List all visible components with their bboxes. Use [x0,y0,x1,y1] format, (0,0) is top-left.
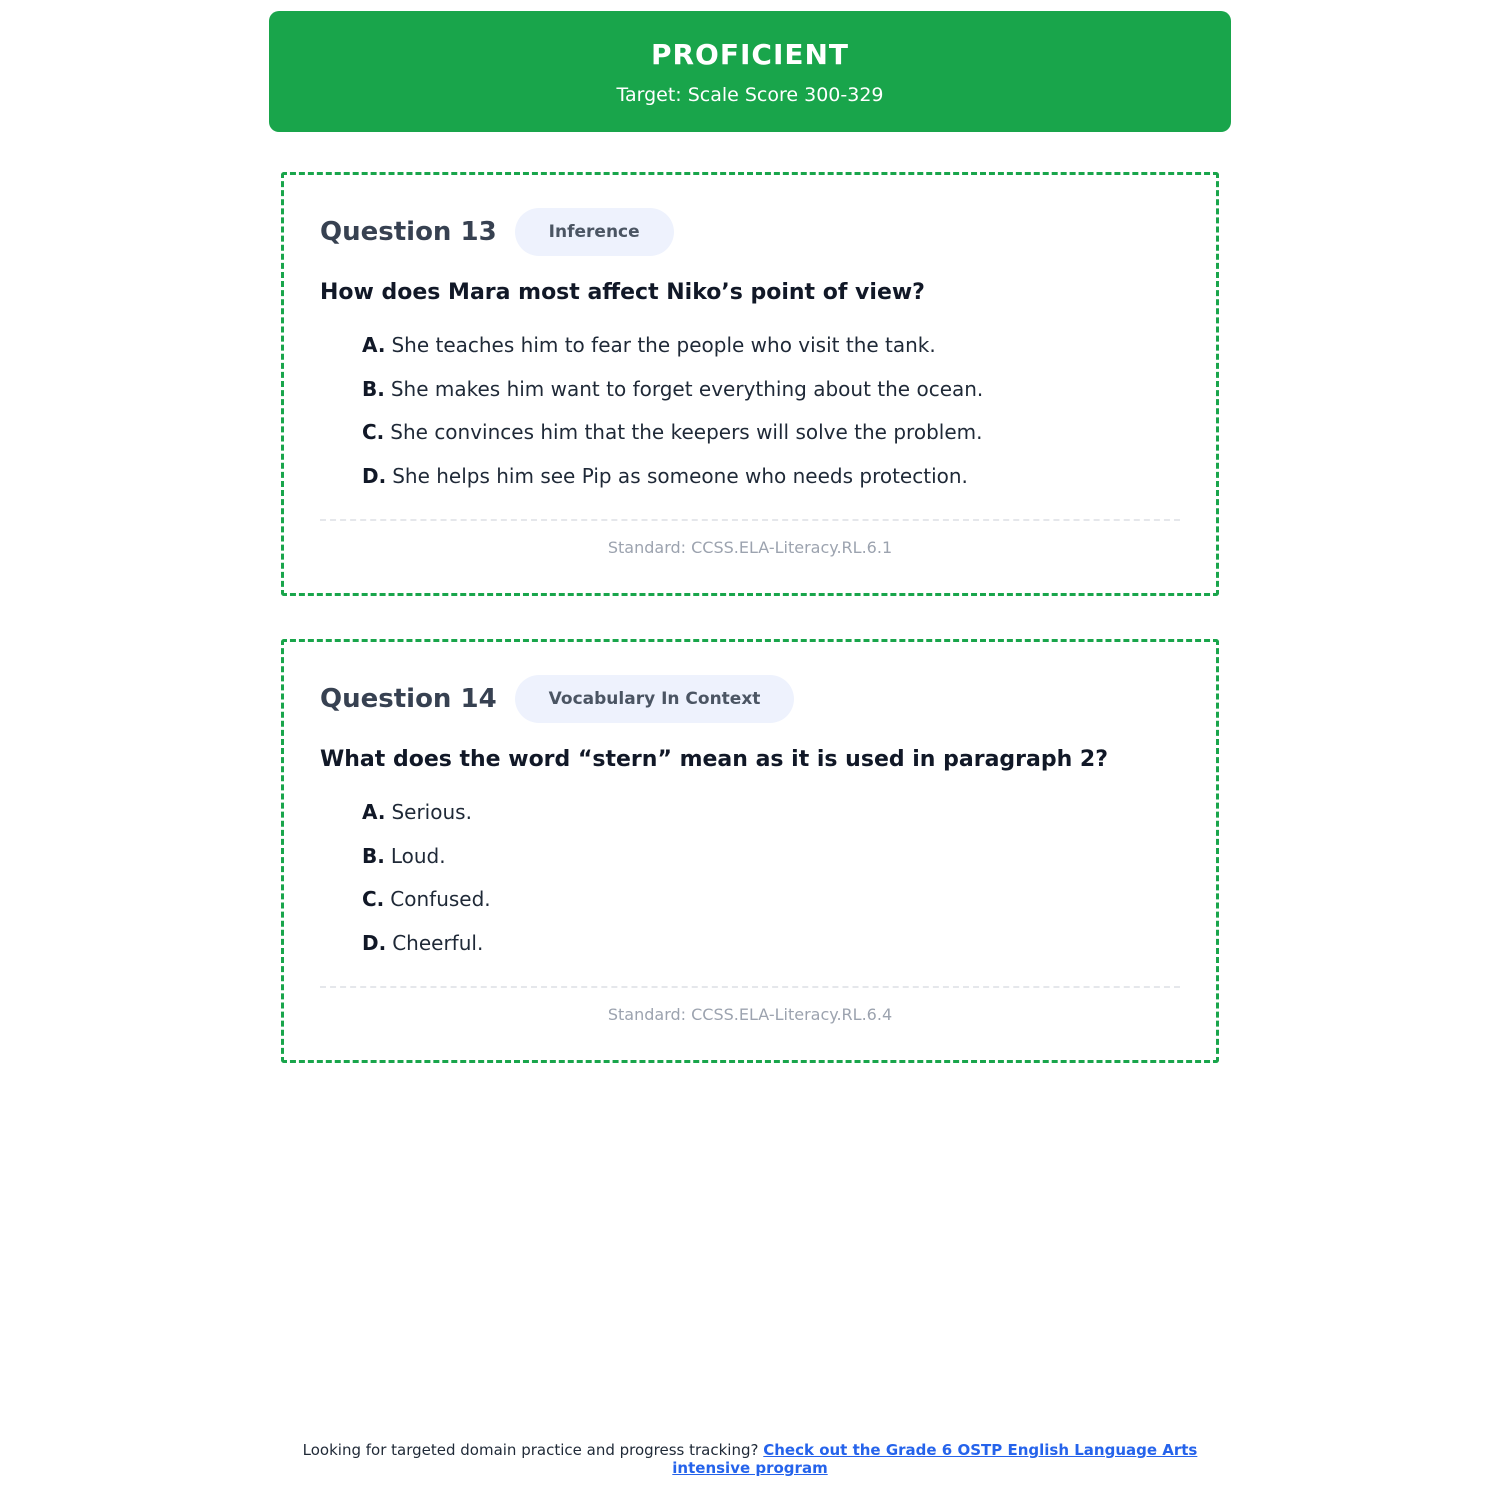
option-letter: C. [362,420,385,445]
option-text: She makes him want to forget everything about the ocean. [390,376,984,401]
answer-option[interactable] [362,462,983,506]
program-link[interactable]: Check out the Grade 6 OSTP English Language Arts intensive program [672,1441,1198,1477]
footer-promo [280,1441,1220,1477]
question-header [320,674,794,724]
question-number: Question 13 [320,217,497,247]
level-banner [269,11,1231,132]
answer-option[interactable] [362,331,983,375]
option-text: Confused. [390,887,491,912]
footer-text: Looking for targeted domain practice and progress tracking? [302,1441,759,1459]
option-text: Serious. [391,800,472,824]
option-text: She helps him see Pip as someone who needs protection. [392,463,968,488]
standard-label: Standard: CCSS.ELA-Literacy.RL.6.1 [607,538,893,557]
option-letter: D. [362,463,387,488]
option-letter: A. [362,333,386,357]
answer-option[interactable] [362,929,491,973]
option-letter: B. [362,843,385,868]
question-card [281,639,1219,1063]
answer-options [362,798,491,972]
standard-label: Standard: CCSS.ELA-Literacy.RL.6.4 [607,1005,893,1024]
answer-options [362,331,983,505]
skill-badge: Inference [515,208,674,256]
question-card [281,172,1219,596]
answer-option[interactable] [362,418,983,462]
skill-badge: Vocabulary In Context [515,675,795,723]
question-number: Question 14 [320,684,497,714]
option-letter: C. [362,887,385,912]
divider [320,519,1180,521]
option-text: She convinces him that the keepers will solve the problem. [390,420,983,445]
option-letter: D. [362,930,387,955]
answer-option[interactable] [362,842,491,886]
divider [320,986,1180,988]
level-title: PROFICIENT [650,38,850,71]
option-text: Loud. [390,843,446,868]
option-letter: A. [362,800,386,824]
question-prompt: What does the word “stern” mean as it is used in paragraph 2? [320,747,1109,772]
option-text: Cheerful. [392,930,484,955]
question-prompt: How does Mara most affect Niko’s point of view? [320,280,925,305]
answer-option[interactable] [362,798,491,842]
target-score: Target: Scale Score 300-329 [616,83,884,106]
question-header [320,207,674,257]
option-letter: B. [362,376,385,401]
answer-option[interactable] [362,885,491,929]
answer-option[interactable] [362,375,983,419]
option-text: She teaches him to fear the people who visit the tank. [391,333,936,357]
